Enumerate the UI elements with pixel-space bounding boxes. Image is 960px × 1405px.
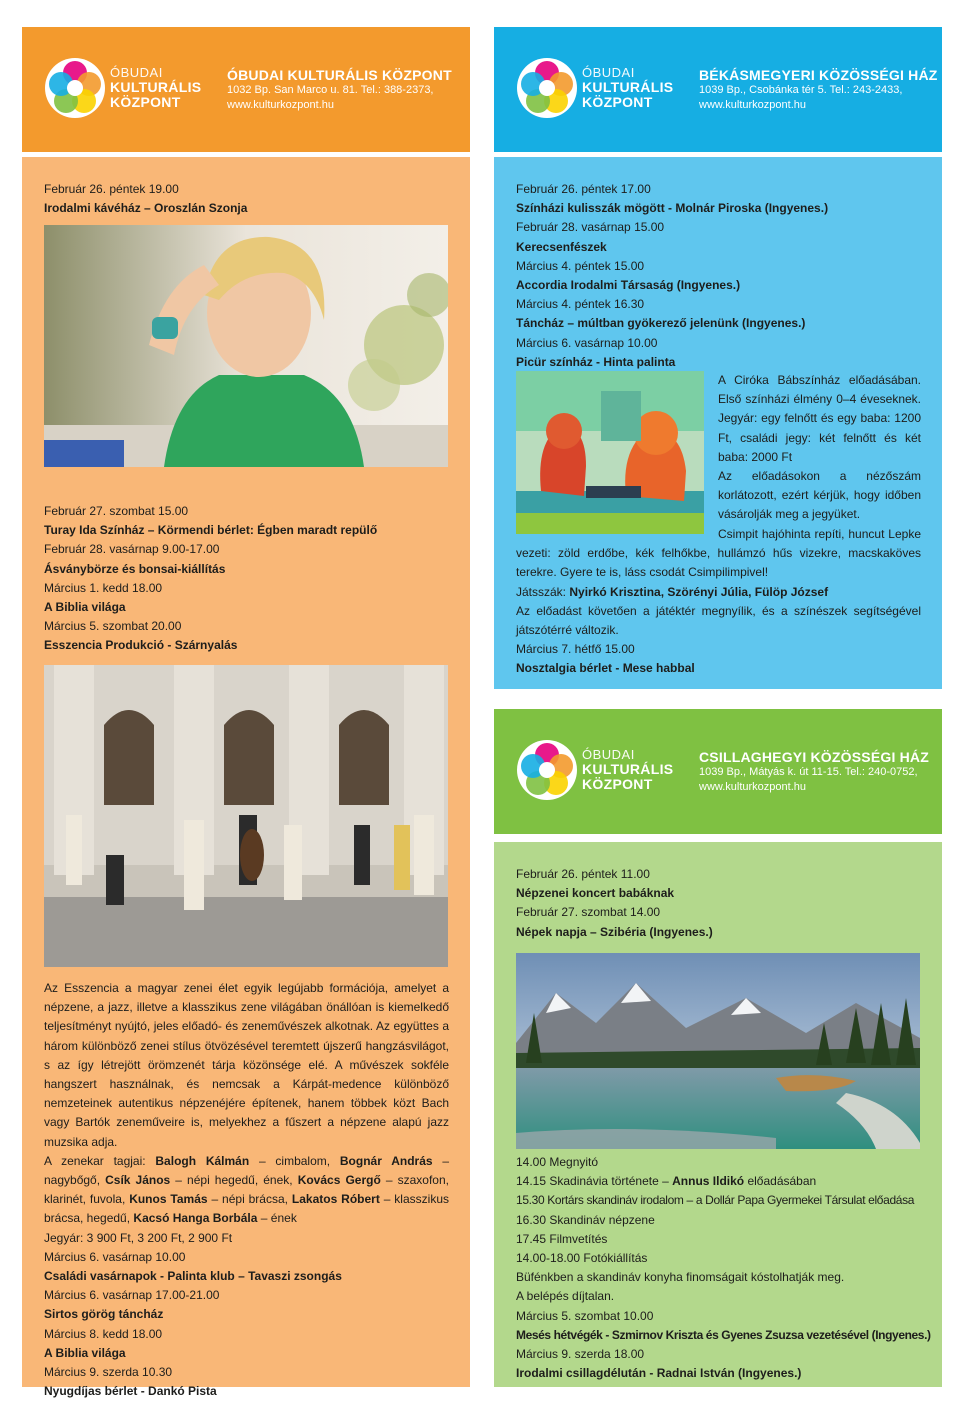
event-date: Február 26. péntek 11.00 — [516, 867, 650, 881]
logo-line-1: ÓBUDAI — [582, 65, 635, 80]
event-date: Március 8. kedd 18.00 — [44, 1326, 163, 1341]
venue-website-link[interactable]: www.kulturkozpont.hu — [227, 99, 334, 111]
program-item: 15.30 Kortárs skandináv irodalom – a Dollár Papa Gyermekei Társulat előadása — [516, 1193, 915, 1208]
venue-address: 1032 Bp. San Marco u. 81. Tel.: 388-2373, — [227, 84, 434, 96]
esszencia-text: Az Esszencia a magyar zenei élet egyik legújabb formációja, amelyet a népzene, a jazz, illetve a klasszikus zene világában önállóan is kiemelkedő teljesítményt nyújtó, jeles előadó- és zeneművészek alkotnak. Az együttes a három különböző zenei stílus ötvözésével teremtett újszerű hangzásvilágot, s az így létrejött örömzenét tárja közönsége elé. A művészek sokféle hangszert használnak, és nemcsak a Kárpát-medence különböző nemzeteinek autentikus népzenéjére építenek, hanem többek közt Bach vagy Bartók zeneműveire is, melyekhez a fűszert a népzene alapú jazz muzsika adja. — [44, 981, 449, 1149]
band-members: A zenekar tagjai: Balogh Kálmán – cimbalom, Bognár András – nagybőgő, Csík János – népi hegedű, ének, Kovács Gergő – szaxofon, klarinét, fuvola, Kunos Tamás – népi brácsa, Lakatos Róbert – klasszikus brácsa, hegedű, Kacsó Hanga Borbála – ének — [44, 1153, 450, 1226]
event-title: Turay Ida Színház – Körmendi bérlet: Égben maradt repülő — [44, 523, 378, 538]
program-item: A belépés díjtalan. — [516, 1289, 615, 1304]
story-text: Csimpit hajóhinta repíti, huncut Lepke vezeti: zöld erdőbe, kék felhőkbe, hullámzó hűs vizekre, macskaköves terekre. Gyere te is, láss csodát Csimpilimpivel! — [516, 527, 921, 580]
venue-address: 1039 Bp., Mátyás k. út 11-15. Tel.: 240-0752, — [699, 766, 918, 778]
event-title: Irodalmi csillagdélután - Radnai István (Ingyenes.) — [516, 1366, 802, 1381]
okk-esszencia-description — [44, 979, 449, 1401]
landscape-photo — [516, 953, 920, 1149]
event-title: Accordia Irodalmi Társaság (Ingyenes.) — [516, 278, 741, 293]
band-photo — [44, 665, 448, 967]
logo-line-1: ÓBUDAI — [582, 747, 635, 762]
ckh-logo — [516, 739, 686, 801]
okk-header — [22, 27, 470, 152]
limit-text: Az előadásokon a nézőszám korlátozott, ezért kérjük, hogy időben vásárolják meg a jegyüket. — [718, 469, 921, 522]
ticket-price: Jegyár: 3 900 Ft, 3 200 Ft, 2 900 Ft — [44, 1230, 233, 1245]
event-title: Nyugdíjas bérlet - Dankó Pista — [44, 1384, 217, 1399]
event-date: Március 1. kedd 18.00 — [44, 580, 163, 595]
ckh-venue-info — [699, 749, 934, 795]
okk-event-top — [44, 180, 449, 218]
after-text: Az előadást követően a játéktér megnyílik, és a színészek segítségével játszótérré változik. — [516, 603, 921, 638]
program-item: 14.00 Megnyitó — [516, 1155, 599, 1169]
event-title: Színházi kulisszák mögött - Molnár Piroska (Ingyenes.) — [516, 201, 829, 216]
event-date: Február 27. szombat 14.00 — [516, 905, 661, 920]
bkh-venue-info — [699, 67, 938, 113]
venue-website-link[interactable]: www.kulturkozpont.hu — [699, 99, 806, 111]
bkh-programs — [494, 157, 942, 689]
event-title: Mesés hétvégék - Szmirnov Kriszta és Gyenes Zsuzsa vezetésével (Ingyenes.) — [516, 1327, 931, 1342]
okk-column — [22, 27, 470, 1399]
event-title: Sirtos görög táncház — [44, 1307, 164, 1322]
event-date: Február 27. szombat 15.00 — [44, 504, 189, 518]
flower-logo-icon — [516, 739, 578, 801]
event-date: Március 6. vasárnap 10.00 — [516, 335, 658, 350]
okk-event-list-mid — [44, 502, 449, 656]
okk-logo — [44, 57, 214, 119]
event-date: Február 28. vasárnap 9.00-17.00 — [44, 542, 220, 557]
event-date: Február 26. péntek 19.00 — [44, 182, 179, 196]
event-date: Március 6. vasárnap 17.00-21.00 — [44, 1288, 220, 1303]
event-title: Táncház – múltban gyökerező jelenünk (Ingyenes.) — [516, 316, 806, 331]
ckh-program-list — [516, 1153, 931, 1383]
bkh-column — [494, 27, 942, 689]
event-title: Ásványbörze és bonsai-kiállítás — [44, 561, 226, 576]
bkh-header — [494, 27, 942, 152]
program-item: 16.30 Skandináv népzene — [516, 1212, 655, 1227]
event-date: Február 26. péntek 17.00 — [516, 182, 651, 196]
event-date: Március 5. szombat 10.00 — [516, 1308, 654, 1323]
venue-name: ÓBUDAI KULTURÁLIS KÖZPONT — [227, 67, 452, 83]
bkh-story — [516, 525, 921, 679]
logo-line-3: KÖZPONT — [582, 94, 653, 110]
flower-logo-icon — [44, 57, 106, 119]
logo-line-3: KÖZPONT — [110, 94, 181, 110]
program-item: 17.45 Filmvetítés — [516, 1231, 608, 1246]
bkh-logo — [516, 57, 686, 119]
ckh-column — [494, 709, 942, 1387]
event-title: Népzenei koncert babáknak — [516, 886, 675, 901]
event-title: Picür színház - Hinta palinta — [516, 354, 676, 369]
venue-name: CSILLAGHEGYI KÖZÖSSÉGI HÁZ — [699, 749, 929, 765]
venue-name: BÉKÁSMEGYERI KÖZÖSSÉGI HÁZ — [699, 67, 938, 83]
event-date: Március 9. szerda 18.00 — [516, 1347, 645, 1362]
puppet-photo — [516, 371, 704, 534]
ckh-programs — [494, 842, 942, 1387]
event-title: Esszencia Produkció - Szárnyalás — [44, 638, 238, 653]
flower-logo-icon — [516, 57, 578, 119]
logo-line-2: KULTURÁLIS — [582, 79, 674, 95]
event-date: Március 6. vasárnap 10.00 — [44, 1249, 186, 1264]
bkh-event-list — [516, 180, 921, 372]
event-title: Irodalmi kávéház – Oroszlán Szonja — [44, 201, 248, 216]
event-date: Március 9. szerda 10.30 — [44, 1365, 173, 1380]
ckh-header — [494, 709, 942, 834]
event-title: Népek napja – Szibéria (Ingyenes.) — [516, 924, 713, 939]
okk-venue-info — [227, 67, 462, 113]
event-date: Március 4. péntek 15.00 — [516, 258, 645, 273]
logo-line-3: KÖZPONT — [582, 776, 653, 792]
venue-website-link[interactable]: www.kulturkozpont.hu — [699, 781, 806, 793]
event-title: Nosztalgia bérlet - Mese habbal — [516, 661, 695, 676]
ckh-event-list-top — [516, 865, 921, 942]
event-date: Március 7. hétfő 15.00 — [516, 642, 635, 657]
event-title: Családi vasárnapok - Palinta klub – Tavaszi zsongás — [44, 1269, 342, 1284]
event-date: Február 28. vasárnap 15.00 — [516, 220, 665, 235]
event-date: Március 5. szombat 20.00 — [44, 619, 182, 634]
program-item: Büfénkben a skandináv konyha finomságait kóstolhatják meg. — [516, 1270, 845, 1285]
event-title: A Biblia világa — [44, 1345, 126, 1360]
portrait-photo — [44, 225, 448, 467]
cirok-text: A Ciróka Bábszínház előadásában. Első színházi élmény 0–4 éveseknek. Jegyár: egy felnőtt és egy baba: 1200 Ft, családi jegy: két felnőtt és két baba: 2000 Ft — [718, 373, 921, 464]
event-date: Március 4. péntek 16.30 — [516, 297, 645, 312]
event-title: A Biblia világa — [44, 600, 126, 615]
cast-line: Játsszák: Nyirkó Krisztina, Szörényi Júlia, Fülöp József — [516, 584, 829, 599]
program-item: 14.00-18.00 Fotókiállítás — [516, 1251, 648, 1266]
okk-programs — [22, 157, 470, 1399]
logo-line-2: KULTURÁLIS — [582, 761, 674, 777]
program-item: 14.15 Skadinávia története – Annus Ildikó előadásában — [516, 1174, 817, 1189]
logo-line-2: KULTURÁLIS — [110, 79, 202, 95]
venue-address: 1039 Bp., Csobánka tér 5. Tel.: 243-2433, — [699, 84, 903, 96]
logo-line-1: ÓBUDAI — [110, 65, 163, 80]
cirok-description — [718, 371, 921, 525]
event-title: Kerecsenfészek — [516, 239, 607, 254]
